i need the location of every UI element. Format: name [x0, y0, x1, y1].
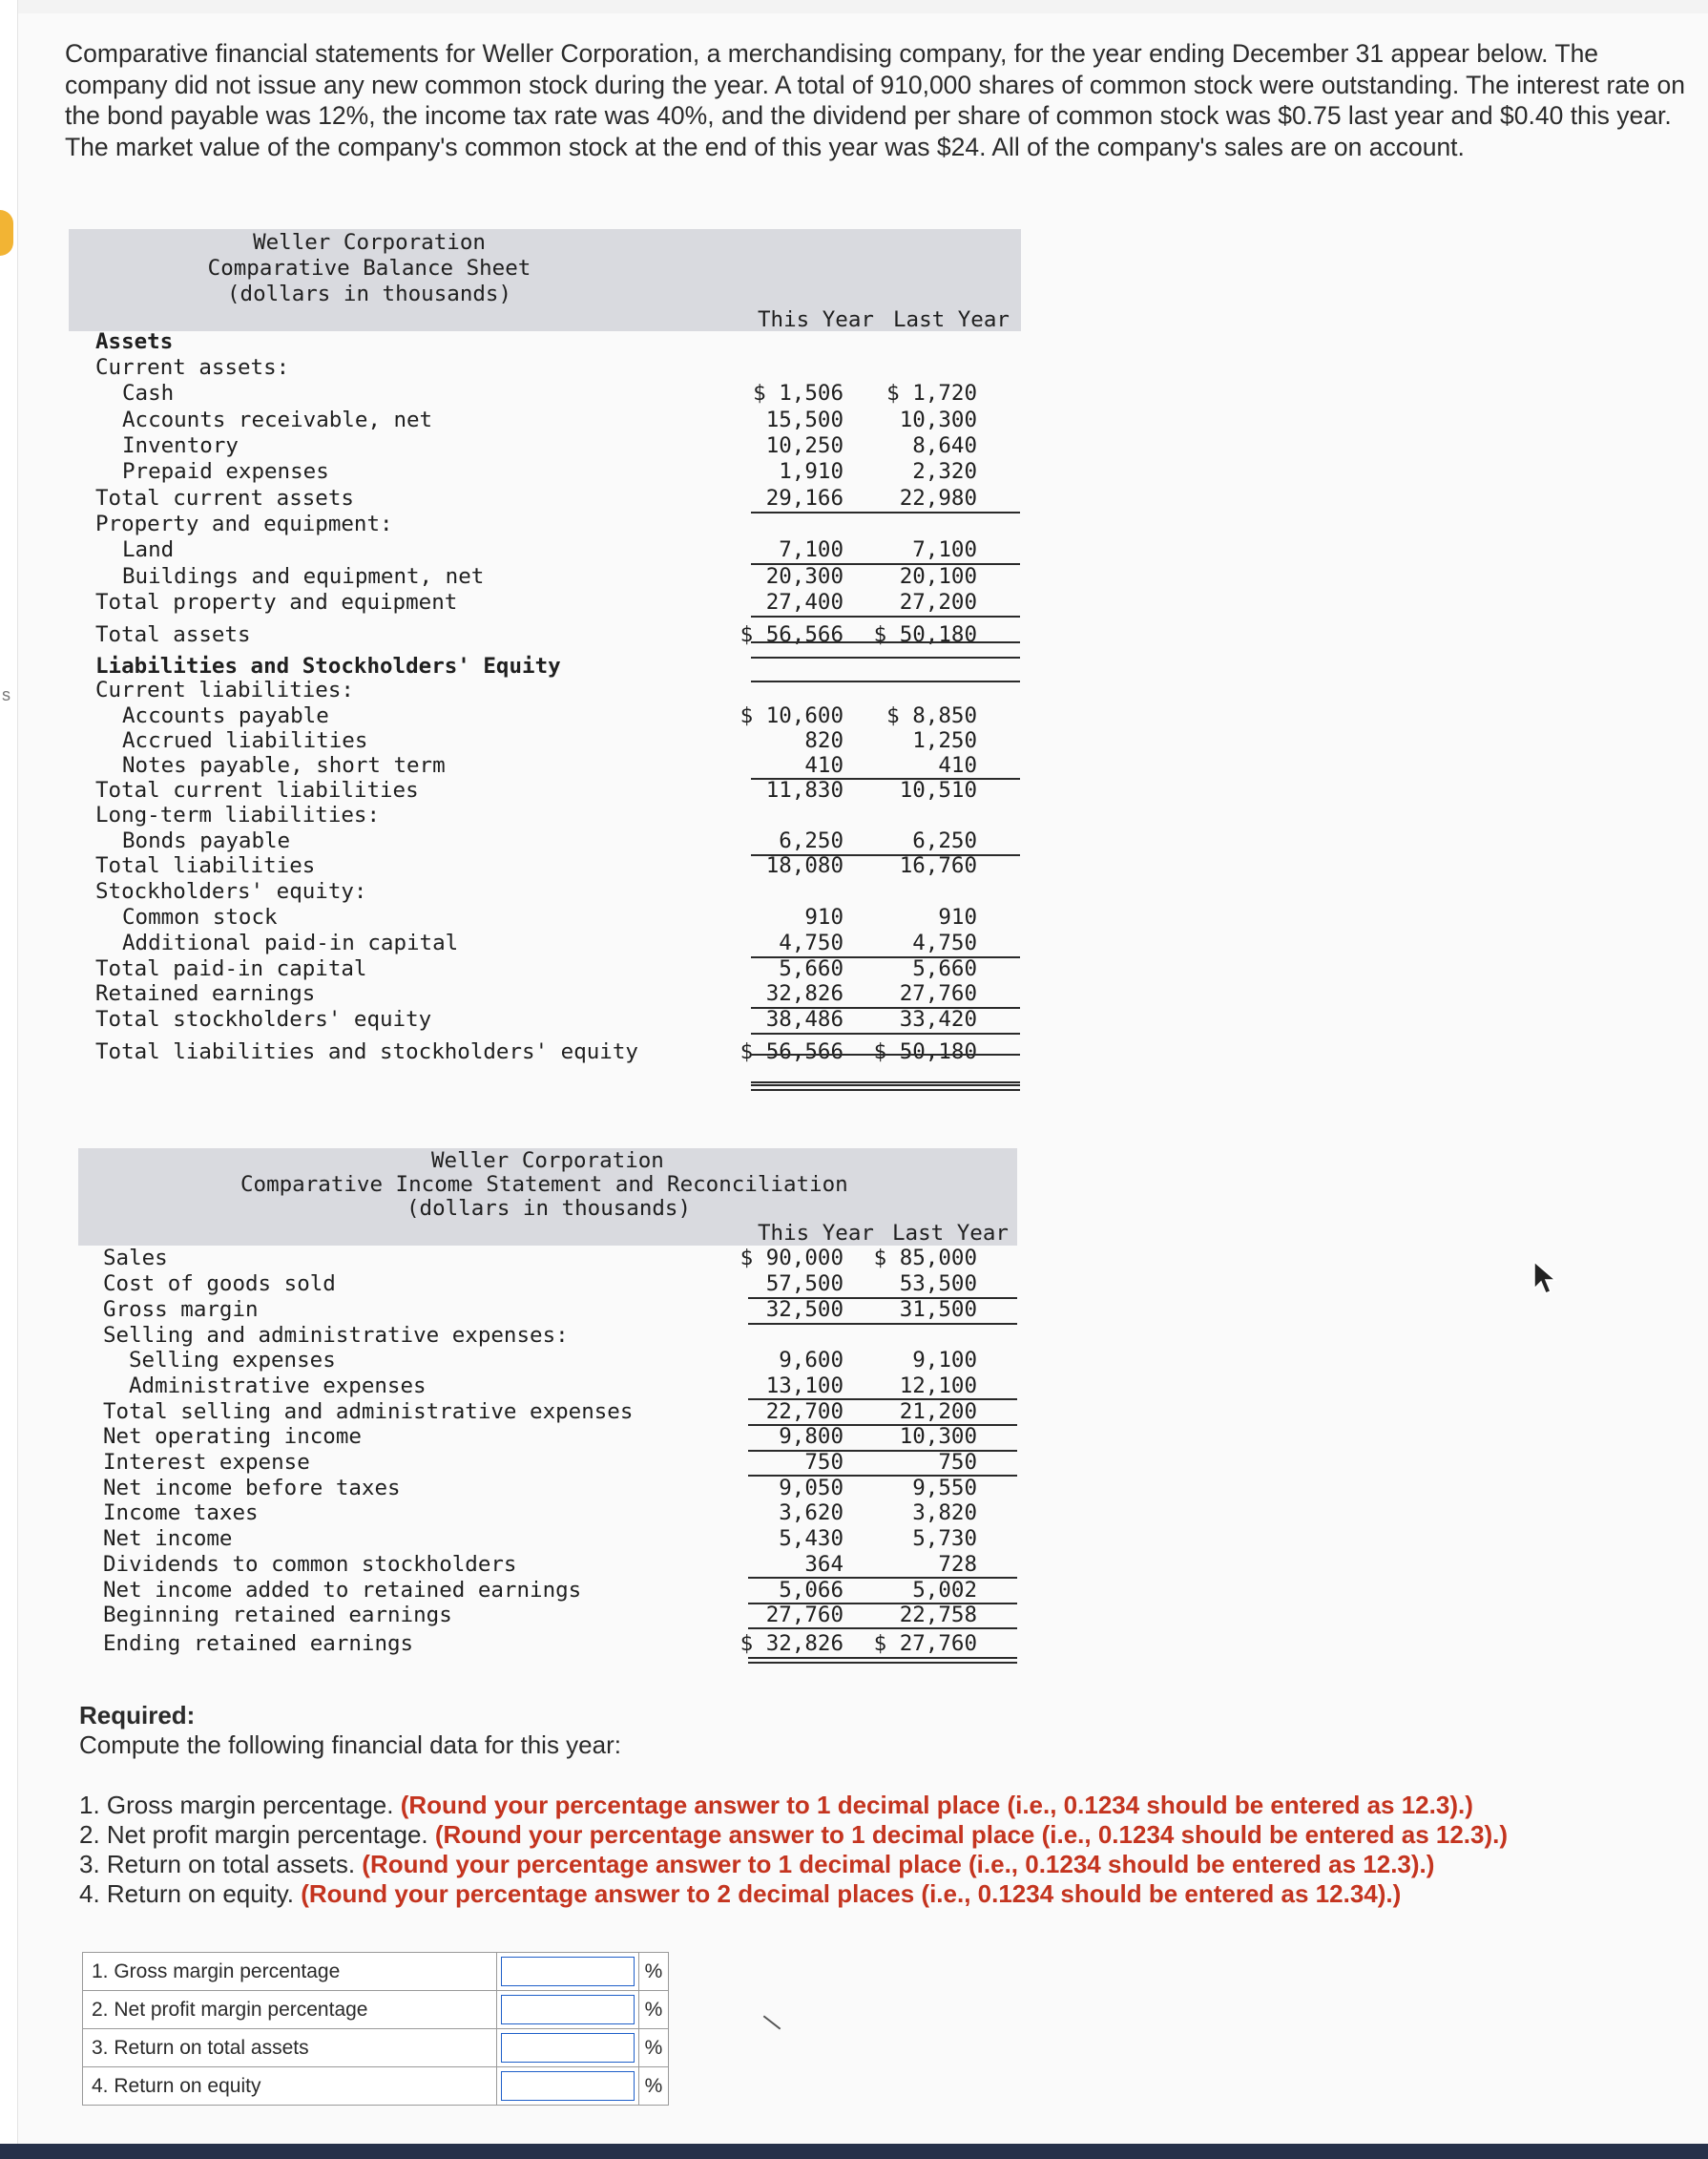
value-this-year: 9,800 [779, 1424, 844, 1449]
question-rounding-note: (Round your percentage answer to 1 decimal place (i.e., 0.1234 should be entered as 12.3).) [362, 1850, 1435, 1878]
row-label: Selling and administrative expenses: [103, 1323, 569, 1348]
answer-label: 3. Return on total assets [83, 2029, 497, 2067]
row-label: Retained earnings [95, 981, 316, 1006]
value-last-year: 9,100 [912, 1348, 977, 1373]
row-label: Net income [103, 1526, 233, 1551]
value-last-year: $ 1,720 [886, 381, 977, 406]
value-this-year: 5,430 [779, 1526, 844, 1551]
question-text: 4. Return on equity. [79, 1879, 302, 1908]
row-label: Income taxes [103, 1500, 259, 1525]
net-profit-margin-input[interactable] [501, 1995, 635, 2024]
stray-mark [763, 2015, 781, 2029]
underline [748, 1450, 1017, 1452]
income-statement-subtitle: Comparative Income Statement and Reconciliation [240, 1172, 848, 1197]
value-last-year: 728 [938, 1552, 977, 1577]
statement-row [78, 1348, 1032, 1373]
balance-sheet-col-this-year: This Year [758, 307, 874, 332]
row-label: Common stock [122, 905, 278, 930]
value-this-year: 10,250 [765, 433, 844, 458]
row-label: Net income added to retained earnings [103, 1578, 582, 1603]
statement-row [69, 803, 1023, 828]
value-last-year: 1,250 [912, 728, 977, 753]
statement-row [69, 590, 1023, 616]
return-on-total-assets-input[interactable] [501, 2033, 635, 2063]
value-last-year: 22,980 [899, 486, 977, 511]
underline [751, 563, 1020, 565]
value-last-year: 5,730 [912, 1526, 977, 1551]
value-last-year: 910 [938, 905, 977, 930]
row-label: Buildings and equipment, net [122, 564, 485, 589]
value-this-year: 3,620 [779, 1500, 844, 1525]
answer-row [83, 2029, 669, 2067]
value-last-year: 10,510 [899, 778, 977, 803]
row-label: Total current liabilities [95, 778, 419, 803]
row-label: Stockholders' equity: [95, 879, 367, 904]
value-last-year: $ 50,180 [873, 622, 977, 647]
underline [751, 657, 1020, 659]
answer-row [83, 1991, 669, 2029]
value-this-year: 7,100 [779, 537, 844, 562]
value-this-year: 18,080 [765, 853, 844, 878]
underline [748, 1577, 1017, 1579]
value-last-year: 16,760 [899, 853, 977, 878]
mouse-pointer-icon [1532, 1260, 1561, 1298]
answer-row [83, 2067, 669, 2106]
row-label: Administrative expenses [129, 1373, 427, 1398]
percent-unit: % [639, 1991, 669, 2029]
value-this-year: $ 56,566 [739, 622, 844, 647]
row-label: Accounts receivable, net [122, 408, 433, 432]
value-this-year: 20,300 [765, 564, 844, 589]
underline [751, 616, 1020, 618]
balance-sheet [69, 229, 1023, 1088]
value-last-year: $ 85,000 [873, 1246, 977, 1270]
underline [748, 1475, 1017, 1477]
value-this-year: 1,910 [779, 459, 844, 484]
underline [751, 641, 1020, 643]
row-label: Cash [122, 381, 175, 406]
row-label: Long-term liabilities: [95, 803, 381, 828]
value-this-year: 13,100 [765, 1373, 844, 1398]
row-label: Total liabilities [95, 853, 316, 878]
underline [751, 1033, 1020, 1035]
row-label: Total paid-in capital [95, 956, 367, 981]
value-this-year: 57,500 [765, 1271, 844, 1296]
row-label: Additional paid-in capital [122, 931, 459, 955]
statement-row [69, 905, 1023, 931]
underline [748, 1398, 1017, 1400]
income-statement-col-this-year: This Year [758, 1221, 874, 1246]
question-rounding-note: (Round your percentage answer to 1 decimal place (i.e., 0.1234 should be entered as 12.3).) [400, 1791, 1473, 1819]
balance-sheet-units: (dollars in thousands) [226, 282, 511, 306]
underline [748, 1297, 1017, 1299]
underline [751, 1054, 1020, 1056]
row-label: Total property and equipment [95, 590, 458, 615]
gross-margin-input[interactable] [501, 1957, 635, 1986]
statement-row [78, 1526, 1032, 1552]
value-last-year: 7,100 [912, 537, 977, 562]
required-heading: Required: [79, 1701, 196, 1729]
statement-row [78, 1297, 1032, 1323]
value-last-year: 53,500 [899, 1271, 977, 1296]
statement-row [78, 1631, 1032, 1657]
underline [751, 854, 1020, 856]
statement-row [69, 329, 1023, 355]
value-this-year: 11,830 [765, 778, 844, 803]
sidebar-mark: s [2, 685, 10, 704]
statement-row [69, 486, 1023, 512]
value-last-year: 3,820 [912, 1500, 977, 1525]
row-label: Current liabilities: [95, 678, 354, 702]
statement-row [69, 1007, 1023, 1033]
value-this-year: 6,250 [779, 828, 844, 853]
percent-unit: % [639, 1953, 669, 1991]
underline [748, 1603, 1017, 1604]
statement-row [78, 1323, 1032, 1349]
row-label: Interest expense [103, 1450, 310, 1475]
value-this-year: $ 56,566 [739, 1039, 844, 1064]
statement-row [78, 1424, 1032, 1450]
value-last-year: 12,100 [899, 1373, 977, 1398]
income-statement-units: (dollars in thousands) [406, 1196, 692, 1221]
statement-row [78, 1578, 1032, 1604]
underline [748, 1323, 1017, 1325]
value-this-year: 15,500 [765, 408, 844, 432]
underline [751, 1081, 1020, 1083]
row-label: Land [122, 537, 175, 562]
row-label: Total selling and administrative expenses [103, 1399, 634, 1424]
row-label: Total current assets [95, 486, 354, 511]
statement-row [78, 1450, 1032, 1476]
value-this-year: 910 [804, 905, 844, 930]
value-last-year: $ 8,850 [886, 703, 977, 728]
value-last-year: 750 [938, 1450, 977, 1475]
statement-row [78, 1476, 1032, 1501]
percent-unit: % [639, 2067, 669, 2106]
underline [751, 778, 1020, 780]
row-label: Net operating income [103, 1424, 362, 1449]
value-last-year: 10,300 [899, 1424, 977, 1449]
percent-unit: % [639, 2029, 669, 2067]
balance-sheet-col-last-year: Last Year [893, 307, 1010, 332]
question-text: 2. Net profit margin percentage. [79, 1820, 435, 1849]
statement-row [69, 459, 1023, 485]
bottom-bar [0, 2144, 1708, 2159]
value-last-year: 9,550 [912, 1476, 977, 1500]
top-strip [0, 0, 1708, 13]
income-statement-col-last-year: Last Year [892, 1221, 1009, 1246]
statement-row [69, 564, 1023, 590]
statement-row [78, 1373, 1032, 1399]
value-last-year: 22,758 [899, 1603, 977, 1627]
statement-row [69, 703, 1023, 729]
value-last-year: 27,760 [899, 981, 977, 1006]
value-last-year: 4,750 [912, 931, 977, 955]
question-item [79, 1850, 1508, 1879]
value-last-year: 27,200 [899, 590, 977, 615]
income-statement [78, 1148, 1032, 1683]
income-statement-title: Weller Corporation [431, 1148, 664, 1173]
row-label: Property and equipment: [95, 512, 393, 536]
row-label: Accounts payable [122, 703, 329, 728]
value-this-year: 32,500 [765, 1297, 844, 1322]
row-label: Total stockholders' equity [95, 1007, 432, 1032]
required-section [79, 1701, 621, 1760]
value-this-year: 4,750 [779, 931, 844, 955]
statement-row [69, 956, 1023, 982]
value-this-year: 5,660 [779, 956, 844, 981]
required-text: Compute the following financial data for this year: [79, 1730, 621, 1759]
underline [751, 1007, 1020, 1009]
statement-row [69, 433, 1023, 459]
sidebar-indicator-icon[interactable] [0, 210, 13, 256]
row-label: Beginning retained earnings [103, 1603, 452, 1627]
value-last-year: 5,002 [912, 1578, 977, 1603]
value-this-year: 22,700 [765, 1399, 844, 1424]
value-this-year: $ 90,000 [739, 1246, 844, 1270]
value-last-year: 8,640 [912, 433, 977, 458]
row-label: Total assets [95, 622, 251, 647]
value-this-year: 5,066 [779, 1578, 844, 1603]
sidebar-strip [0, 0, 18, 2159]
row-label: Dividends to common stockholders [103, 1552, 517, 1577]
value-this-year: 27,400 [765, 590, 844, 615]
statement-row [78, 1603, 1032, 1628]
row-label: Sales [103, 1246, 168, 1270]
value-this-year: $ 1,506 [753, 381, 844, 406]
value-this-year: 38,486 [765, 1007, 844, 1032]
row-label: Assets [95, 329, 174, 354]
question-item [79, 1791, 1508, 1820]
row-label: Liabilities and Stockholders' Equity [95, 654, 561, 679]
return-on-equity-input[interactable] [501, 2071, 635, 2101]
question-list [79, 1791, 1508, 1909]
answer-label: 4. Return on equity [83, 2067, 497, 2106]
statement-row [69, 981, 1023, 1007]
statement-row [69, 728, 1023, 754]
value-this-year: 29,166 [765, 486, 844, 511]
value-last-year: 2,320 [912, 459, 977, 484]
value-this-year: 364 [804, 1552, 844, 1577]
value-last-year: 5,660 [912, 956, 977, 981]
value-this-year: 750 [804, 1450, 844, 1475]
row-label: Prepaid expenses [122, 459, 329, 484]
double-underline [751, 1084, 1020, 1091]
underline [748, 1627, 1017, 1629]
value-last-year: $ 50,180 [873, 1039, 977, 1064]
question-rounding-note: (Round your percentage answer to 1 decimal place (i.e., 0.1234 should be entered as 12.3).) [434, 1820, 1509, 1849]
value-last-year: 31,500 [899, 1297, 977, 1322]
statement-row [69, 622, 1023, 648]
row-label: Ending retained earnings [103, 1631, 414, 1656]
value-this-year: 9,600 [779, 1348, 844, 1373]
row-label: Notes payable, short term [122, 753, 446, 778]
value-this-year: 9,050 [779, 1476, 844, 1500]
value-last-year: 410 [938, 753, 977, 778]
statement-row [69, 1039, 1023, 1065]
row-label: Bonds payable [122, 828, 291, 853]
problem-intro: Comparative financial statements for Weller Corporation, a merchandising company, for the year ending December 31 appear below. The company did not issue any new common stock during the year. A total of 910,000 shares of common stock were outstanding. The interest rate on the bond payable was 12%, the income tax rate was 40%, and the dividend per share of common stock was $0.75 last year and $0.40 this year. The market value of the company's common stock at the end of this year was $24. All of the company's sales are on account. [65, 39, 1685, 161]
value-last-year: 33,420 [899, 1007, 977, 1032]
value-last-year: $ 27,760 [873, 1631, 977, 1656]
answer-label: 1. Gross margin percentage [83, 1953, 497, 1991]
answer-row [83, 1953, 669, 1991]
row-label: Accrued liabilities [122, 728, 368, 753]
value-this-year: $ 10,600 [739, 703, 844, 728]
value-this-year: 820 [804, 728, 844, 753]
value-this-year: $ 32,826 [739, 1631, 844, 1656]
row-label: Inventory [122, 433, 239, 458]
question-item [79, 1820, 1508, 1850]
statement-row [78, 1500, 1032, 1526]
statement-row [69, 879, 1023, 905]
statement-row [69, 537, 1023, 563]
question-item [79, 1879, 1508, 1909]
statement-row [69, 931, 1023, 956]
balance-sheet-subtitle: Comparative Balance Sheet [207, 256, 531, 281]
statement-row [69, 753, 1023, 779]
double-underline [748, 1657, 1017, 1664]
underline [751, 681, 1020, 682]
value-last-year: 6,250 [912, 828, 977, 853]
underline [751, 512, 1020, 514]
statement-row [69, 853, 1023, 879]
statement-row [78, 1246, 1032, 1271]
question-text: 3. Return on total assets. [79, 1850, 363, 1878]
answer-table [82, 1952, 669, 2106]
value-this-year: 27,760 [765, 1603, 844, 1627]
value-last-year: 21,200 [899, 1399, 977, 1424]
statement-row [69, 355, 1023, 381]
statement-row [69, 828, 1023, 854]
statement-row [78, 1399, 1032, 1425]
value-this-year: 32,826 [765, 981, 844, 1006]
row-label: Total liabilities and stockholders' equity [95, 1039, 638, 1064]
question-rounding-note: (Round your percentage answer to 2 decimal places (i.e., 0.1234 should be entered as 12.34).) [301, 1879, 1402, 1908]
statement-row [69, 381, 1023, 407]
question-text: 1. Gross margin percentage. [79, 1791, 401, 1819]
statement-row [78, 1271, 1032, 1297]
row-label: Current assets: [95, 355, 290, 380]
balance-sheet-title: Weller Corporation [253, 230, 486, 255]
row-label: Selling expenses [129, 1348, 336, 1373]
statement-row [69, 778, 1023, 804]
row-label: Cost of goods sold [103, 1271, 336, 1296]
value-this-year: 410 [804, 753, 844, 778]
statement-row [69, 408, 1023, 433]
value-last-year: 10,300 [899, 408, 977, 432]
value-last-year: 20,100 [899, 564, 977, 589]
answer-label: 2. Net profit margin percentage [83, 1991, 497, 2029]
statement-row [78, 1552, 1032, 1578]
statement-row [69, 512, 1023, 537]
underline [751, 956, 1020, 958]
underline [748, 1424, 1017, 1426]
row-label: Gross margin [103, 1297, 259, 1322]
row-label: Net income before taxes [103, 1476, 401, 1500]
